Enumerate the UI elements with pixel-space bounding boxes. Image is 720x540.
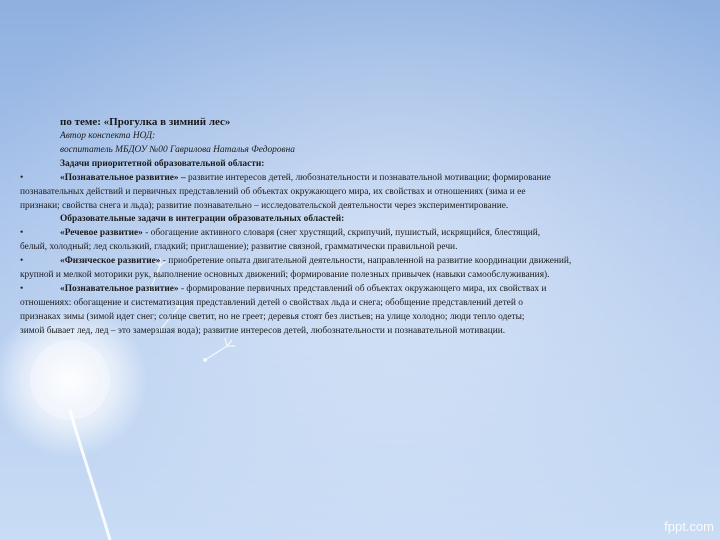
cognitive-heading: «Познавательное развитие» – <box>60 172 186 183</box>
watermark: fppt.com <box>664 519 714 534</box>
physical-text-1: - приобретение опыта двигательной деятельности, направленной на развитие координации движений, <box>162 256 572 267</box>
author-line: Автор конспекта НОД: <box>60 131 156 141</box>
cognitive2-text-2: отношениях: обогащение и систематизация представлений детей о свойствах льда и снега; обобщение представлений детей о <box>20 297 523 308</box>
tasks-heading: Задачи приоритетной образовательной области: <box>60 158 265 169</box>
cognitive2-bullet-line <box>20 283 698 297</box>
teacher-line: воспитатель МБДОУ №00 Гаврилова Наталья Федоровна <box>60 144 295 155</box>
speech-bullet-line <box>20 227 698 241</box>
speech-text-2: белый, холодный; лед скользкий, гладкий; приглашение); развитие связной, грамматически правильной речи. <box>20 242 458 253</box>
bullet-marker: • <box>20 172 24 183</box>
bullet-marker: • <box>20 228 24 239</box>
cognitive2-text-4: зимой бывает лед, лед – это замерзшая вода); развитие интересов детей, любознательности и познавательной мотивации. <box>20 325 506 336</box>
cognitive2-text-1: - формирование первичных представлений об объектах окружающего мира, их свойствах и <box>180 283 547 294</box>
physical-text-2: крупной и мелкой моторики рук, выполнение основных движений; формирование полезных привычек (навыки самообслуживания). <box>20 270 550 281</box>
speech-heading: «Речевое развитие» <box>60 228 143 239</box>
speech-text-1: - обогащение активного словаря (снег хрустящий, скрипучий, пушистый, искрящийся, блестящий, <box>145 228 541 239</box>
cognitive-text-2: познавательных действий и первичных представлений об объектах окружающего мира, их свойствах и отношениях (зима и ее <box>20 186 526 197</box>
bullet-marker: • <box>20 283 24 294</box>
cognitive2-heading: «Познавательное развитие» <box>60 283 179 294</box>
physical-bullet-line <box>20 255 698 269</box>
bullet-marker: • <box>20 256 24 267</box>
integration-heading: Образовательные задачи в интеграции образовательных областей: <box>60 214 345 225</box>
cognitive-text-1: развитие интересов детей, любознательности и познавательной мотивации; формирование <box>187 172 551 183</box>
cognitive-text-3: признаки; свойства снега и льда); развитие познавательно – исследовательской деятельности через экспериментирование. <box>20 200 509 211</box>
physical-heading: «Физическое развитие» <box>60 256 161 267</box>
cognitive-bullet-line <box>20 172 698 186</box>
lesson-title: по теме: «Прогулка в зимний лес» <box>60 116 231 128</box>
lesson-plan-text <box>20 114 698 339</box>
cognitive2-text-3: признаках зимы (зимой идет снег; солнце светит, но не греет; деревья стоят без листьев; на улице холодно; люди тепло одеты; <box>20 311 525 322</box>
